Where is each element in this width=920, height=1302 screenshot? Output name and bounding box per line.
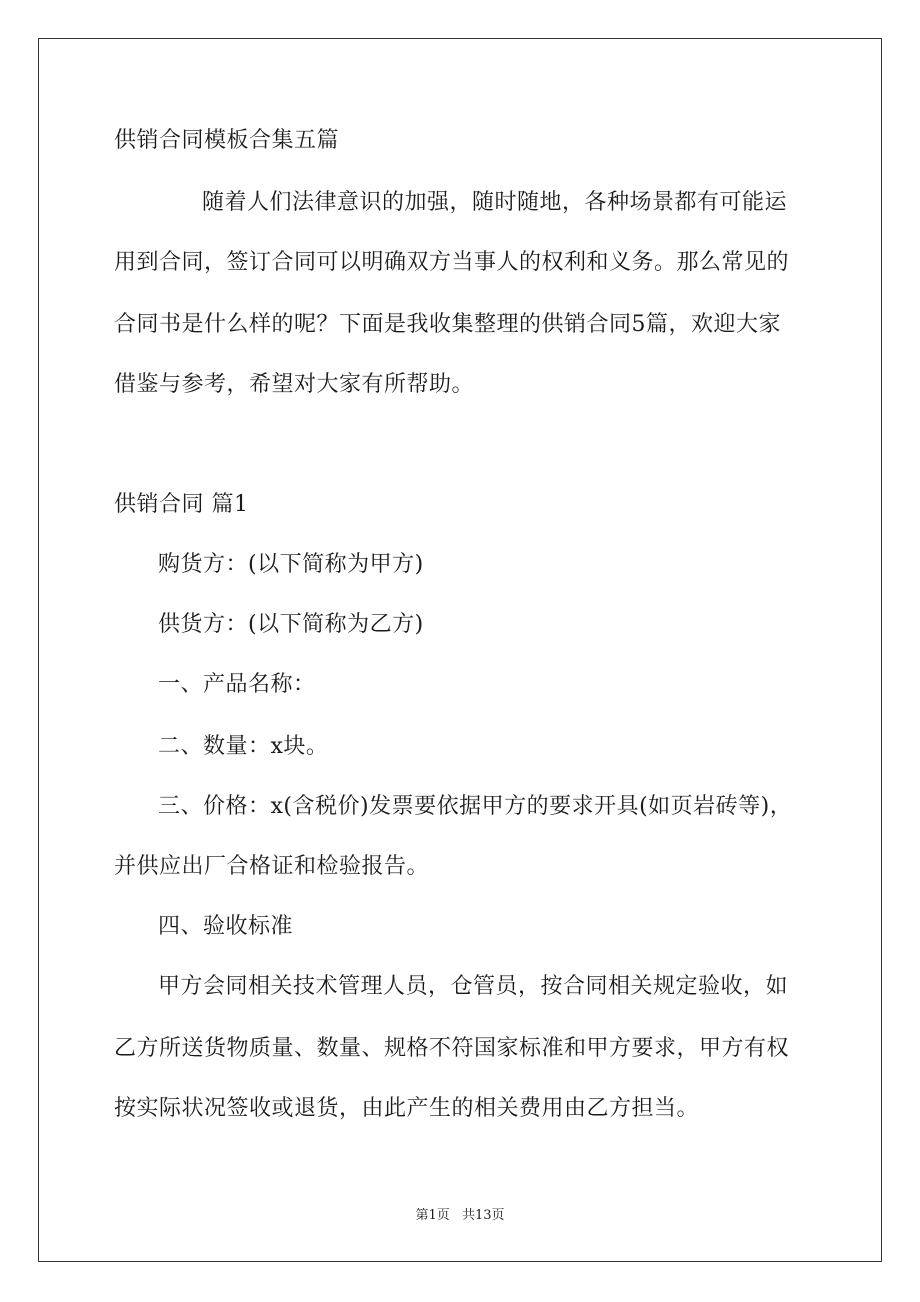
clause-price-line-1: 三、价格：x(含税价)发票要依据甲方的要求开具(如页岩砖等)， bbox=[158, 794, 793, 819]
document-title: 供销合同模板合集五篇 bbox=[114, 128, 340, 153]
clause-product-name: 一、产品名称： bbox=[158, 672, 316, 697]
buyer-line: 购货方：(以下简称为甲方) bbox=[158, 552, 424, 577]
page-number: 第1页 bbox=[415, 1208, 450, 1223]
intro-line-2: 用到合同，签订合同可以明确双方当事人的权利和义务。那么常见的 bbox=[114, 250, 790, 275]
intro-line-4: 借鉴与参考，希望对大家有所帮助。 bbox=[114, 372, 475, 397]
acceptance-body-line-3: 按实际状况签收或退货，由此产生的相关费用由乙方担当。 bbox=[114, 1096, 700, 1121]
clause-quantity: 二、数量：x块。 bbox=[158, 734, 329, 759]
intro-line-3: 合同书是什么样的呢？下面是我收集整理的供销合同5篇，欢迎大家 bbox=[114, 312, 781, 337]
clause-price-line-2: 并供应出厂合格证和检验报告。 bbox=[114, 854, 430, 879]
intro-line-1: 随着人们法律意识的加强，随时随地，各种场景都有可能运 bbox=[202, 190, 788, 215]
supplier-line: 供货方：(以下简称为乙方) bbox=[158, 612, 424, 637]
page-footer bbox=[0, 1207, 920, 1225]
acceptance-body-line-2: 乙方所送货物质量、数量、规格不符国家标准和甲方要求，甲方有权 bbox=[114, 1036, 790, 1061]
page-border bbox=[38, 38, 882, 1262]
acceptance-body-line-1: 甲方会同相关技术管理人员，仓管员，按合同相关规定验收，如 bbox=[158, 974, 789, 999]
clause-acceptance-heading: 四、验收标准 bbox=[158, 914, 294, 939]
page-total: 共13页 bbox=[461, 1208, 505, 1223]
section-heading: 供销合同 篇1 bbox=[114, 492, 249, 517]
